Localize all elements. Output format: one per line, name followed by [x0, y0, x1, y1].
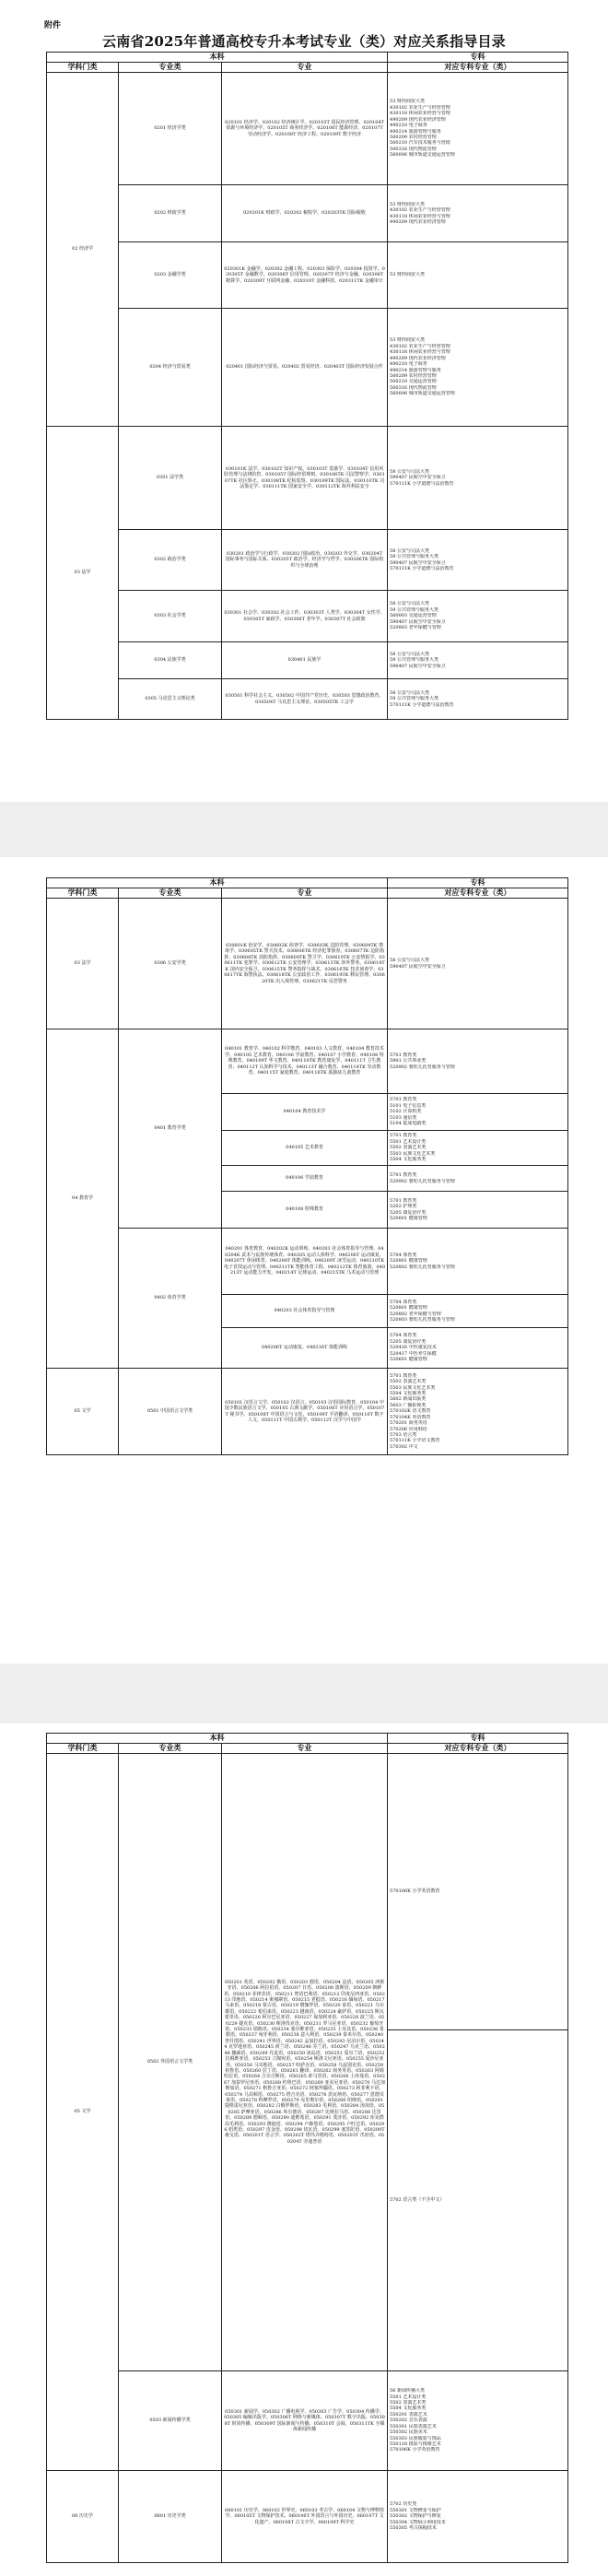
catalog-table-p3 — [46, 1733, 568, 2563]
category-cell: 0306 公安学类 — [119, 899, 222, 1029]
voc-major-item: 5702 历史类 — [390, 2501, 417, 2508]
voc-major-item: 520902 婴幼儿托育服务与管理 — [390, 1064, 455, 1070]
voc-major-item: 590407 民航空中安全保卫 — [390, 663, 446, 669]
header-category: 专业类 — [119, 1744, 222, 1754]
voc-cell — [388, 1295, 568, 1328]
voc-major-item: 58 公安与司法大类 — [390, 651, 429, 657]
voc-major-item: 550302 民族美术 — [390, 2429, 427, 2436]
category-cell: 0501 中国语言文学类 — [119, 1369, 222, 1455]
header-voc-major: 对应专科专业（类） — [388, 888, 568, 899]
voc-major-item: 5701 教育类 — [390, 1197, 417, 1204]
voc-major-item: 5704 体育类 — [390, 1252, 417, 1258]
voc-major-item: 490214 旅游管理与服务 — [390, 128, 441, 135]
voc-major-item: 58 公安与司法大类 — [390, 547, 429, 554]
catalog-table-p2 — [46, 877, 568, 1455]
category-cell: 0201 经济学类 — [119, 73, 222, 185]
voc-major-item: 5502 表演艺术类 — [390, 1145, 427, 1151]
voc-major-item: 490210 电子商务 — [390, 123, 427, 129]
voc-major-item: 430118 休闲农业经营与管理 — [390, 213, 450, 219]
header-discipline: 学科门类 — [47, 63, 119, 73]
voc-major-item: 58 公安与司法大类 — [390, 468, 429, 475]
voc-cell — [388, 185, 568, 242]
voc-major-item: 520417 中医养生保健 — [390, 1350, 437, 1357]
voc-major-item: 5701 教育类 — [390, 1372, 417, 1379]
voc-list — [390, 958, 566, 970]
voc-major-item: 570104K 英语教育 — [390, 1414, 431, 1420]
voc-major-item: 490209 现代农业经济管理 — [390, 355, 446, 361]
voc-major-item: 570201 商务英语 — [390, 1420, 427, 1427]
major-cell: 030201 政治学与行政学、030202 国际政治、030203 外交学、030204T 国际事务与国际关系、030205T 政治学、经济学与哲学、030206TK 国际组织与全球治理 — [222, 530, 388, 591]
voc-major-item: 570111K 小学语文教育 — [390, 1438, 440, 1444]
voc-major-item: 550302 文物保护与修复 — [390, 2513, 441, 2520]
header-vocational: 专科 — [388, 1734, 568, 1744]
voc-major-item: 5901 公共事业类 — [390, 1058, 427, 1065]
voc-list — [390, 469, 566, 487]
voc-list — [390, 1053, 566, 1070]
voc-major-item: 5502 表演艺术类 — [390, 2400, 427, 2406]
discipline-cell: 04 教育学 — [47, 1029, 119, 1369]
voc-major-item: 490209 现代农业经济管理 — [390, 116, 446, 123]
voc-major-item: 5202 护理类 — [390, 1204, 417, 1210]
voc-major-item: 520802 老年保健与管理 — [390, 1311, 441, 1317]
voc-major-item: 5603 广播影视类 — [390, 1402, 427, 1408]
header-undergrad: 本科 — [47, 878, 388, 888]
voc-major-item: 5504 文化服务类 — [390, 2405, 427, 2412]
major-cell: 060101 历史学、060102 世界史、060103 考古学、060104 文物与博物馆学、060105T 文物保护技术、060106T 外国语言与外国历史、060107T 文化遗产、060108T 古文字学、060109T 科学史 — [222, 2471, 388, 2563]
major-cell: 030601K 治安学、030602K 侦查学、030603K 边防管理、030604TK 禁毒学、030605TK 警犬技术、030606TK 经济犯罪侦查、030607TK 边防指挥、030608TK 消防指挥、030609TK 警卫学、030610TK 公安情报学、030611TK 犯罪学、030612TK 公安管理学、030613TK 涉外警务、030614TK 国内安全保卫、030615TK 警务指挥与战术、030616TK 技术侦查学、030617TK 海警执法、030618TK 公安政治工作、030619TK 移民管理、030620TK 出入境管理、030621TK 反恐警务 — [222, 899, 388, 1029]
voc-major-item: 5703 语言类 — [390, 1431, 417, 1438]
major-cell: 020101 经济学、020102 经济统计学、020103T 国民经济管理、020104T 资源与环境经济学、020105T 商务经济学、020106T 能源经济、020107T 劳动经济学、020108T 经济工程、020109T 数字经济 — [222, 73, 388, 185]
voc-cell — [388, 1166, 568, 1192]
voc-cell — [388, 2371, 568, 2471]
voc-cell — [388, 1094, 568, 1131]
voc-list — [390, 548, 566, 572]
header-major: 专业 — [222, 888, 388, 899]
category-cell: 0503 新闻传播学类 — [119, 2371, 222, 2471]
voc-list — [390, 272, 566, 277]
catalog-table-p1 — [46, 52, 568, 720]
voc-major-item: 520803 婴幼儿托育服务与管理 — [390, 1316, 455, 1323]
discipline-cell: 05 文学 — [47, 1369, 119, 1455]
attachment-label: 附件 — [44, 21, 62, 30]
voc-major-item: 500316 现代物流管理 — [390, 146, 437, 152]
voc-cell — [388, 899, 568, 1029]
header-major: 专业 — [222, 1744, 388, 1754]
voc-major-item: 570302 中文 — [390, 1443, 418, 1450]
voc-major-item: 430102 农业生产与经营管理 — [390, 104, 450, 111]
voc-major-item: 5602 新闻出版类 — [390, 1396, 427, 1403]
voc-list — [390, 2388, 566, 2452]
voc-major-item: 430102 农业生产与经营管理 — [390, 343, 450, 349]
voc-major-item: 490214 旅游管理与服务 — [390, 367, 441, 373]
voc-major-item: 5502 表演艺术类 — [390, 1379, 427, 1385]
voc-cell — [388, 427, 568, 530]
voc-major-item: 58 公安与司法大类 — [390, 689, 429, 696]
voc-list — [390, 99, 566, 158]
voc-major-item: 5504 文化服务类 — [390, 1391, 427, 1397]
voc-major-item: 520902 婴幼儿托育服务与管理 — [390, 1178, 455, 1184]
voc-major-item: 59 公共管理与服务大类 — [390, 657, 438, 664]
major-cell: 050301 新闻学、050302 广播电视学、050303 广告学、050304 传播学、050305 编辑出版学、050306T 网络与新媒体、050307T 数字出版、050308T 时尚传播、050309T 国际新闻与传播、050310T 会展、050311TK 全媒体新闻传播 — [222, 2371, 388, 2471]
discipline-cell: 03 法学 — [47, 427, 119, 720]
voc-major-item: 430102 农业生产与经营管理 — [390, 207, 450, 214]
voc-major-item: 520803 老年保健与管理 — [390, 625, 441, 631]
voc-major-item: 5104 集成电路类 — [390, 1121, 427, 1127]
header-discipline: 学科门类 — [47, 1744, 119, 1754]
voc-major-item: 5103 通信类 — [390, 1114, 417, 1121]
major-cell: 050201 英语、050202 俄语、050203 德语、050204 法语、050205 西班牙语、050206 阿拉伯语、050207 日语、050208 波斯语、050209 朝鲜语、050210 菲律宾语、050211 梵语巴利语、050212 印度尼西亚语、050213 印地语、050214 柬埔寨语、050215 老挝语、050216 缅甸语、050217 马来语、050218 蒙古语、050219 僧伽罗语、050220 泰语、050221 乌尔都语、050222 希伯来语、050223 越南语、050224 豪萨语、050225 斯瓦希里语、050226 阿尔巴尼亚语、050227 保加利亚语、050228 波兰语、050229 捷克语、050230 斯洛伐克语、050231 罗马尼亚语、050232 葡萄牙语、050233 瑞典语、050234 塞尔维亚语、050235 土耳其语、050236 希腊语、050237 匈牙利语、050238 意大利语、050239 泰米尔语、050240 普什图语、050241 世界语、050242 孟加拉语、050243 尼泊尔语、050244 克罗地亚语、050245 荷兰语、050246 芬兰语、050247 乌克兰语、050248 挪威语、050249 丹麦语、050250 冰岛语、050251 爱尔兰语、050252 拉脱维亚语、050253 立陶宛语、050254 斯洛文尼亚语、050255 爱沙尼亚语、050256 马耳他语、050257 哈萨克语、050258 乌兹别克语、050259 祖鲁语、050260 拉丁语、050261 翻译、050262 商务英语、050263 阿姆哈拉语、050264 吉尔吉斯语、050265 索马里语、050266 土库曼语、050267 加泰罗尼亚语、050268 约鲁巴语、050269 亚美尼亚语、050270 马达加斯加语、050271 格鲁吉亚语、050272 阿塞拜疆语、050273 阿非利卡语、050274 马其顿语、050275 塔吉克语、050276 茨瓦纳语、050277 恩德贝莱语、050278 科摩罗语、050279 克里奥尔语、050280 绍纳语、050281 提格雷尼亚语、050282 白俄罗斯语、050283 毛利语、050284 汤加语、050285 萨摩亚语、050286 库尔德语、050287 比斯拉马语、050288 达里语、050289 德顿语、050290 迪维希语、050291 斐济语、050292 库克群岛毛利语、050293 隆迪语、050294 卢森堡语、050295 卢旺达语、050296 纽埃语、050297 皮金语、050298 切瓦语、050299 塞苏陀语、050200T 桑戈语、050201T 语言学、050202T 塔玛齐格特语、050203T 爪哇语、050204T 旁遮普语 — [222, 1754, 388, 2371]
voc-major-item: 5704 体育类 — [390, 1299, 417, 1305]
voc-major-item: 570111K 小学道德与法治教育 — [390, 565, 454, 571]
header-vocational: 专科 — [388, 878, 568, 888]
voc-cell — [388, 1192, 568, 1229]
voc-major-item: 490210 电子商务 — [390, 361, 427, 368]
voc-major-item: 53 财经商贸大类 — [390, 272, 425, 278]
voc-cell — [388, 642, 568, 679]
voc-major-item: 5701 教育类 — [390, 1172, 417, 1179]
category-cell: 0302 政治学类 — [119, 530, 222, 591]
voc-major-item: 520601 健康管理 — [390, 1357, 427, 1363]
voc-cell — [388, 1029, 568, 1094]
major-cell: 040201 体育教育、040202K 运动训练、040203 社会体育指导与管理、040204K 武术与民族传统体育、040205 运动人体科学、040206T 运动康复、040207T 休闲体育、040208T 体能训练、040209T 冰雪运动、040210TK 电子竞技运动与管理、040211TK 智能体育工程、040212TK 体育旅游、040213T 运动能力开发、040214T 足球运动、040215TK 马术运动与管理 — [222, 1229, 388, 1295]
major-cell: 040203 社会体育指导与管理 — [222, 1295, 388, 1328]
voc-major-item: 58 公安与司法大类 — [390, 958, 429, 964]
voc-major-item: 550305 考古探掘技术 — [390, 2525, 437, 2532]
major-cell: 030101K 法学、030102T 知识产权、030103T 监狱学、030104T 信用风险管理与法律防控、030105T 国际经贸规则、030106TK 司法警察学、030107TK 社区矫正、030108TK 纪检监察、030109TK 国际法、030110TK 司法鉴定学、030111TK 国家安全学、030112TK 海外利益安全 — [222, 427, 388, 530]
page-2 — [0, 857, 608, 1664]
voc-cell — [388, 2471, 568, 2563]
page-gap — [0, 802, 608, 857]
category-cell: 0601 历史学类 — [119, 2471, 222, 2563]
voc-major-item: 5205 康复治疗类 — [390, 1209, 427, 1216]
category-cell: 0502 外国语言文学类 — [119, 1754, 222, 2371]
voc-list — [390, 202, 566, 226]
voc-major-item: 560006 城市轨道交通运营管理 — [390, 152, 455, 159]
voc-major-item: 550304 文物展示利用技术 — [390, 2519, 446, 2525]
voc-major-item: 590407 民航空中安全保卫 — [390, 963, 446, 970]
voc-list — [390, 1133, 566, 1162]
voc-cell — [388, 591, 568, 642]
voc-cell — [388, 1754, 568, 2371]
voc-major-item: 5501 艺术设计类 — [390, 2394, 427, 2400]
voc-major-item: 5701 教育类 — [390, 1133, 417, 1139]
major-cell: 040101 教育学、040102 科学教育、040103 人文教育、040104 教育技术学、040105 艺术教育、040106 学前教育、040107 小学教育、040108 特殊教育、040109T 华文教育、040110TK 教育康复学、040111T 卫生教育、040112T 认知科学与技术、040113T 融合教育、040114TK 劳动教育、040115T 家庭教育、040116TK 孤独症儿童教育 — [222, 1029, 388, 1094]
voc-major-item: 5101 电子信息类 — [390, 1102, 427, 1109]
voc-sub-cell: 570106K 小学英语教育 — [388, 1754, 567, 2030]
header-undergrad: 本科 — [47, 1734, 388, 1744]
voc-cell — [388, 1328, 568, 1369]
voc-cell — [388, 309, 568, 427]
voc-major-item: 5503 民族文化艺术类 — [390, 1150, 436, 1157]
voc-major-item: 550201 表演艺术 — [390, 2411, 427, 2417]
voc-major-item: 500209 农村经营管理 — [390, 134, 437, 140]
category-cell: 0203 金融学类 — [119, 242, 222, 309]
voc-major-item: 560006 城市轨道交通运营管理 — [390, 391, 455, 397]
major-cell: 020201K 财政学、020202 税收学、020203TK 国际税收 — [222, 185, 388, 242]
voc-cell — [388, 530, 568, 591]
voc-list — [390, 601, 566, 630]
header-voc-major: 对应专科专业（类） — [388, 1744, 568, 1754]
voc-major-item: 56 新闻传播大类 — [390, 2388, 425, 2394]
voc-major-item: 570206 应用韩语 — [390, 1426, 427, 1432]
header-category: 专业类 — [119, 888, 222, 899]
major-cell: 020401 国际经济与贸易、020402 贸易经济、020403T 国际经济发展合作 — [222, 309, 388, 427]
voc-major-item: 5102 计算机类 — [390, 1109, 422, 1115]
voc-major-item: 59 公共管理与服务大类 — [390, 606, 438, 613]
voc-major-item: 520801 健康管理 — [390, 1258, 427, 1264]
voc-list — [390, 1198, 566, 1222]
voc-major-item: 520601 健康管理 — [390, 1215, 427, 1221]
voc-cell — [388, 1369, 568, 1455]
voc-major-item: 53 财经商贸大类 — [390, 337, 425, 344]
voc-major-item: 500210 交通运营管理 — [390, 379, 437, 385]
voc-major-item: 430118 休闲农业经营与管理 — [390, 349, 450, 356]
voc-major-item: 5704 体育类 — [390, 1333, 417, 1339]
category-cell: 0305 马克思主义理论类 — [119, 679, 222, 720]
voc-list — [390, 1333, 566, 1362]
major-cell: 040206T 运动康复、040216T 体能训练 — [222, 1328, 388, 1369]
voc-major-item: 5205 康复治疗类 — [390, 1338, 427, 1345]
header-voc-major: 对应专科专业（类） — [388, 63, 568, 73]
major-cell: 030501 科学社会主义、030502 中国共产党历史、030503 思想政治教育、030504T 马克思主义理论、030505TK 工会学 — [222, 679, 388, 720]
category-cell: 0402 体育学类 — [119, 1229, 222, 1369]
voc-list — [390, 337, 566, 396]
voc-major-item: 500210 汽车技术服务与营销 — [390, 140, 450, 147]
major-cell: 040105 艺术教育 — [222, 1131, 388, 1166]
major-cell: 020301K 金融学、020302 金融工程、020303 保险学、020304 投资学、020305T 金融数学、020306T 信用管理、020307T 经济与金融、020308T 精算学、020309T 互联网金融、020310T 金融科技、020311TK 金融审计 — [222, 242, 388, 309]
voc-major-item: 550118 摄影与摄像艺术 — [390, 2441, 441, 2447]
voc-major-item: 5504 文化服务类 — [390, 1157, 427, 1163]
page-3 — [0, 1723, 608, 2576]
voc-list — [390, 1097, 566, 1126]
discipline-cell: 03 法学 — [47, 899, 119, 1029]
voc-major-item: 570111K 小学道德与法治教育 — [390, 701, 454, 708]
voc-cell — [388, 242, 568, 309]
voc-major-item: 59 公共管理与服务大类 — [390, 554, 438, 560]
voc-list — [390, 1253, 566, 1270]
voc-list — [390, 690, 566, 708]
voc-major-item: 520416 中医康复技术 — [390, 1345, 437, 1351]
voc-cell — [388, 73, 568, 185]
header-category: 专业类 — [119, 63, 222, 73]
voc-major-item: 490209 现代农业经济管理 — [390, 218, 446, 225]
document-title: 云南省2025年普通高校专升本考试专业（类）对应关系指导目录 — [102, 33, 506, 50]
voc-major-item: 59 公共管理与服务大类 — [390, 696, 438, 702]
page-gap — [0, 1664, 608, 1723]
voc-major-item: 570106K 小学英语教育 — [390, 2447, 440, 2453]
voc-list — [390, 1172, 566, 1184]
major-cell: 040108 特殊教育 — [222, 1192, 388, 1229]
category-cell: 0204 经济与贸易类 — [119, 309, 222, 427]
header-vocational: 专科 — [388, 53, 568, 63]
major-cell: 030301 社会学、030302 社会工作、030303T 人类学、030304T 女性学、030305T 家政学、030306T 老年学、030307T 社会政策 — [222, 591, 388, 642]
voc-major-item: 520802 婴幼儿托育服务与管理 — [390, 1264, 455, 1270]
voc-major-item: 550301 民族表演艺术 — [390, 2423, 437, 2429]
header-undergrad: 本科 — [47, 53, 388, 63]
category-cell: 0401 教育学类 — [119, 1029, 222, 1229]
voc-major-item: 53 财经商贸大类 — [390, 201, 425, 207]
voc-major-item: 5501 艺术设计类 — [390, 1138, 427, 1145]
major-cell: 040106 学前教育 — [222, 1166, 388, 1192]
major-cell: 040104 教育技术学 — [222, 1094, 388, 1131]
voc-major-item: 590407 民航空中安全保卫 — [390, 559, 446, 566]
category-cell: 0202 财政学类 — [119, 185, 222, 242]
voc-major-item: 500316 现代物流管理 — [390, 384, 437, 391]
voc-list — [390, 652, 566, 669]
category-cell: 0303 社会学类 — [119, 591, 222, 642]
header-major: 专业 — [222, 63, 388, 73]
voc-major-item: 5503 民族文化艺术类 — [390, 1384, 436, 1391]
major-cell: 050101 汉语言文学、050102 汉语言、050103 汉语国际教育、050104 中国少数民族语言文学、050105 古典文献学、050106T 应用语言学、050107T 秘书学、050108T 中国语言与文化、050109T 手语翻译、050110T 数字人文、050111T 中国古典学、050112T 汉学与中国学 — [222, 1369, 388, 1455]
voc-major-item: 590407 民航空中安全保卫 — [390, 618, 446, 625]
voc-major-item: 500209 农村经营管理 — [390, 372, 437, 379]
voc-major-item: 590407 民航空中安全保卫 — [390, 475, 446, 481]
voc-major-item: 570111K 小学道德与法治教育 — [390, 480, 454, 487]
voc-list — [390, 1300, 566, 1323]
voc-cell — [388, 1131, 568, 1166]
page-1 — [0, 0, 608, 802]
voc-cell — [388, 1229, 568, 1295]
major-cell: 030401 民族学 — [222, 642, 388, 679]
voc-major-item: 53 财经商贸大类 — [390, 99, 425, 105]
voc-list — [390, 1373, 566, 1450]
voc-sub-cell: 5702 语言类（不含中文） — [390, 2196, 445, 2203]
voc-major-item: 520801 健康管理 — [390, 1305, 427, 1312]
voc-major-item: 570102K 语文教育 — [390, 1408, 431, 1415]
voc-major-item: 5701 教育类 — [390, 1097, 417, 1103]
voc-cell — [388, 679, 568, 720]
voc-major-item: 58 公安与司法大类 — [390, 601, 429, 607]
voc-major-item: 550303 民族服装与饰品 — [390, 2435, 441, 2441]
category-cell: 0304 民族学类 — [119, 642, 222, 679]
voc-list — [390, 2501, 566, 2531]
voc-major-item: 430118 休闲农业经营与管理 — [390, 111, 450, 117]
voc-major-item: 560003 交通运营管理 — [390, 613, 437, 619]
voc-major-item: 550202 音乐表演 — [390, 2417, 427, 2424]
header-discipline: 学科门类 — [47, 888, 119, 899]
voc-major-item: 550301 文物修复与保护 — [390, 2507, 441, 2513]
discipline-cell: 06 历史学 — [47, 2471, 119, 2563]
category-cell: 0301 法学类 — [119, 427, 222, 530]
discipline-cell: 02 经济学 — [47, 73, 119, 427]
discipline-cell: 05 文学 — [47, 1754, 119, 2471]
voc-major-item: 5701 教育类 — [390, 1052, 417, 1058]
